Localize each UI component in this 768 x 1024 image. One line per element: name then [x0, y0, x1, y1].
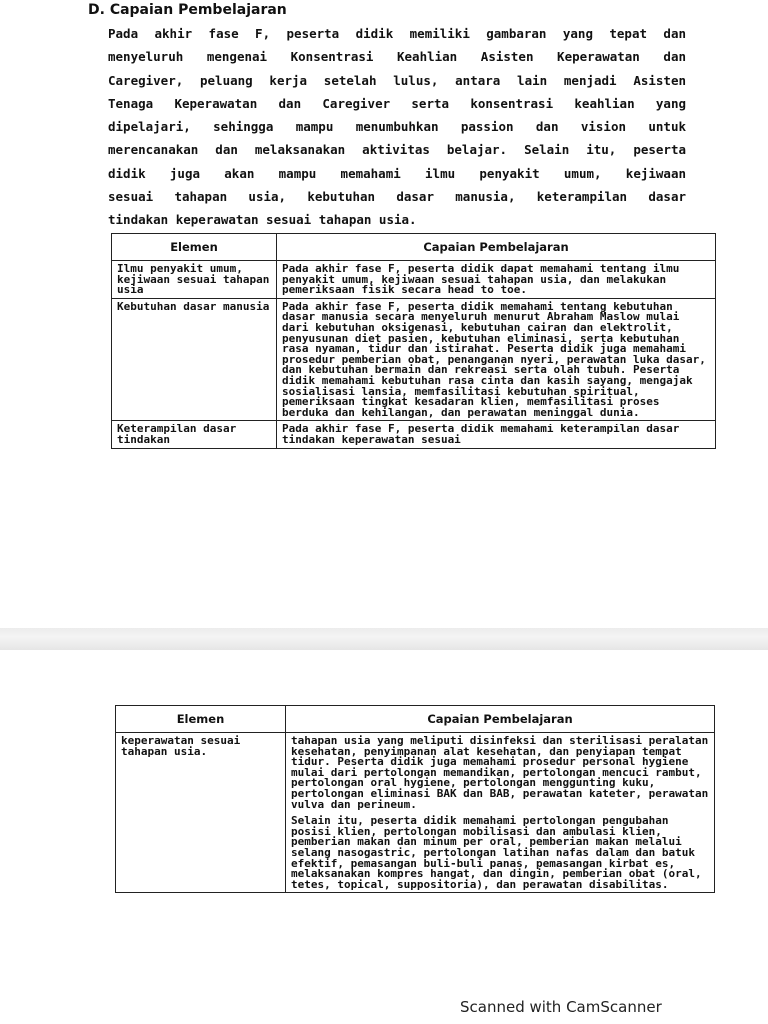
scanner-watermark: Scanned with CamScanner — [460, 998, 662, 1016]
intro-paragraph — [108, 22, 686, 232]
table-row — [112, 298, 716, 421]
elemen-cell: Ilmu penyakit umum, kejiwaan sesuai tahapan usia — [112, 261, 277, 299]
capaian-cell: Pada akhir fase F, peserta didik dapat memahami tentang ilmu penyakit umum, kejiwaan sesuai tahapan usia, dan melakukan pemeriksaan fisik secara head to toe. — [277, 261, 716, 299]
header-elemen: Elemen — [116, 706, 286, 733]
elemen-cell: keperawatan sesuai tahapan usia. — [116, 733, 286, 893]
learning-outcomes-table-continued — [115, 705, 715, 893]
header-elemen: Elemen — [112, 234, 277, 261]
table-header-row — [116, 706, 715, 733]
elemen-text: Keterampilan dasar tindakan — [117, 424, 237, 446]
header-capaian: Capaian Pembelajaran — [277, 234, 716, 261]
elemen-cell — [112, 421, 277, 449]
capaian-paragraph: tahapan usia yang meliputi disinfeksi dan sterilisasi peralatan kesehatan, penyimpanan alat kesehatan, dan penyiapan tempat tidur. Peserta didik juga memahami prosedur personal hygiene mulai dari pertolongan memandikan, pertolongan mencuci rambut, pertolongan oral hygiene, pertolongan menggunting kuku, pertolongan eliminasi BAK dan BAB, perawatan kateter, perawatan vulva dan perineum. — [291, 734, 709, 811]
paragraph-line: menyeluruh mengenai Konsentrasi Keahlian Asisten Keperawatan dan — [108, 49, 686, 65]
table-row — [112, 421, 716, 449]
capaian-text: Pada akhir fase F, peserta didik memahami keterampilan dasar tindakan keperawatan sesuai — [282, 424, 680, 446]
table-row — [116, 733, 715, 893]
paragraph-line: Tenaga Keperawatan dan Caregiver serta konsentrasi keahlian yang — [108, 95, 686, 111]
paragraph-line: didik juga akan mampu memahami ilmu penyakit umum, kejiwaan — [108, 165, 686, 181]
table-row — [112, 261, 716, 299]
section-heading: D. Capaian Pembelajaran — [88, 2, 287, 18]
table-header-row — [112, 234, 716, 261]
header-capaian: Capaian Pembelajaran — [286, 706, 715, 733]
paragraph-line: Caregiver, peluang kerja setelah lulus, antara lain menjadi Asisten — [108, 72, 686, 88]
paragraph-line: dipelajari, sehingga mampu menumbuhkan passion dan vision untuk — [108, 119, 686, 135]
page-separator — [0, 628, 768, 650]
capaian-paragraph: Selain itu, peserta didik memahami pertolongan pengubahan posisi klien, pertolongan mobilisasi dan ambulasi klien, pemberian makan dan minum per oral, pemberian makan melalui selang nasogastric, pertolongan latihan nafas dalam dan batuk efektif, pemasangan buli-buli panas, pemasangan kirbat es, melaksanakan kompres hangat, dan dingin, pemberian obat (oral, tetes, topical, suppositoria), dan perawatan disabilitas. — [291, 814, 702, 891]
capaian-cell: Pada akhir fase F, peserta didik memahami tentang kebutuhan dasar manusia secara menyeluruh menurut Abraham Maslow mulai dari kebutuhan oksigenasi, kebutuhan cairan dan elektrolit, penyusunan diet pasien, kebutuhan eliminasi, serta kebutuhan rasa nyaman, tidur dan istirahat. Peserta didik juga memahami prosedur pemberian obat, penanganan nyeri, perawatan luka dasar, dan kebutuhan bermain dan rekreasi serta olah tubuh. Peserta didik memahami kebutuhan rasa cinta dan kasih sayang, mengajak sosialisasi lansia, memfasilitasi kebutuhan spiritual, pemeriksaan tingkat kesadaran klien, memfasilitasi proses berduka dan kehilangan, dan perawatan meninggal dunia. — [277, 298, 716, 421]
paragraph-line: sesuai tahapan usia, kebutuhan dasar manusia, keterampilan dasar — [108, 189, 686, 205]
paragraph-line: tindakan keperawatan sesuai tahapan usia. — [108, 212, 417, 228]
paragraph-line: merencanakan dan melaksanakan aktivitas belajar. Selain itu, peserta — [108, 142, 686, 158]
paragraph-line: Pada akhir fase F, peserta didik memiliki gambaran yang tepat dan — [108, 26, 686, 41]
capaian-cell — [277, 421, 716, 449]
learning-outcomes-table — [111, 233, 716, 449]
elemen-cell: Kebutuhan dasar manusia — [112, 298, 277, 421]
capaian-cell — [286, 733, 715, 893]
